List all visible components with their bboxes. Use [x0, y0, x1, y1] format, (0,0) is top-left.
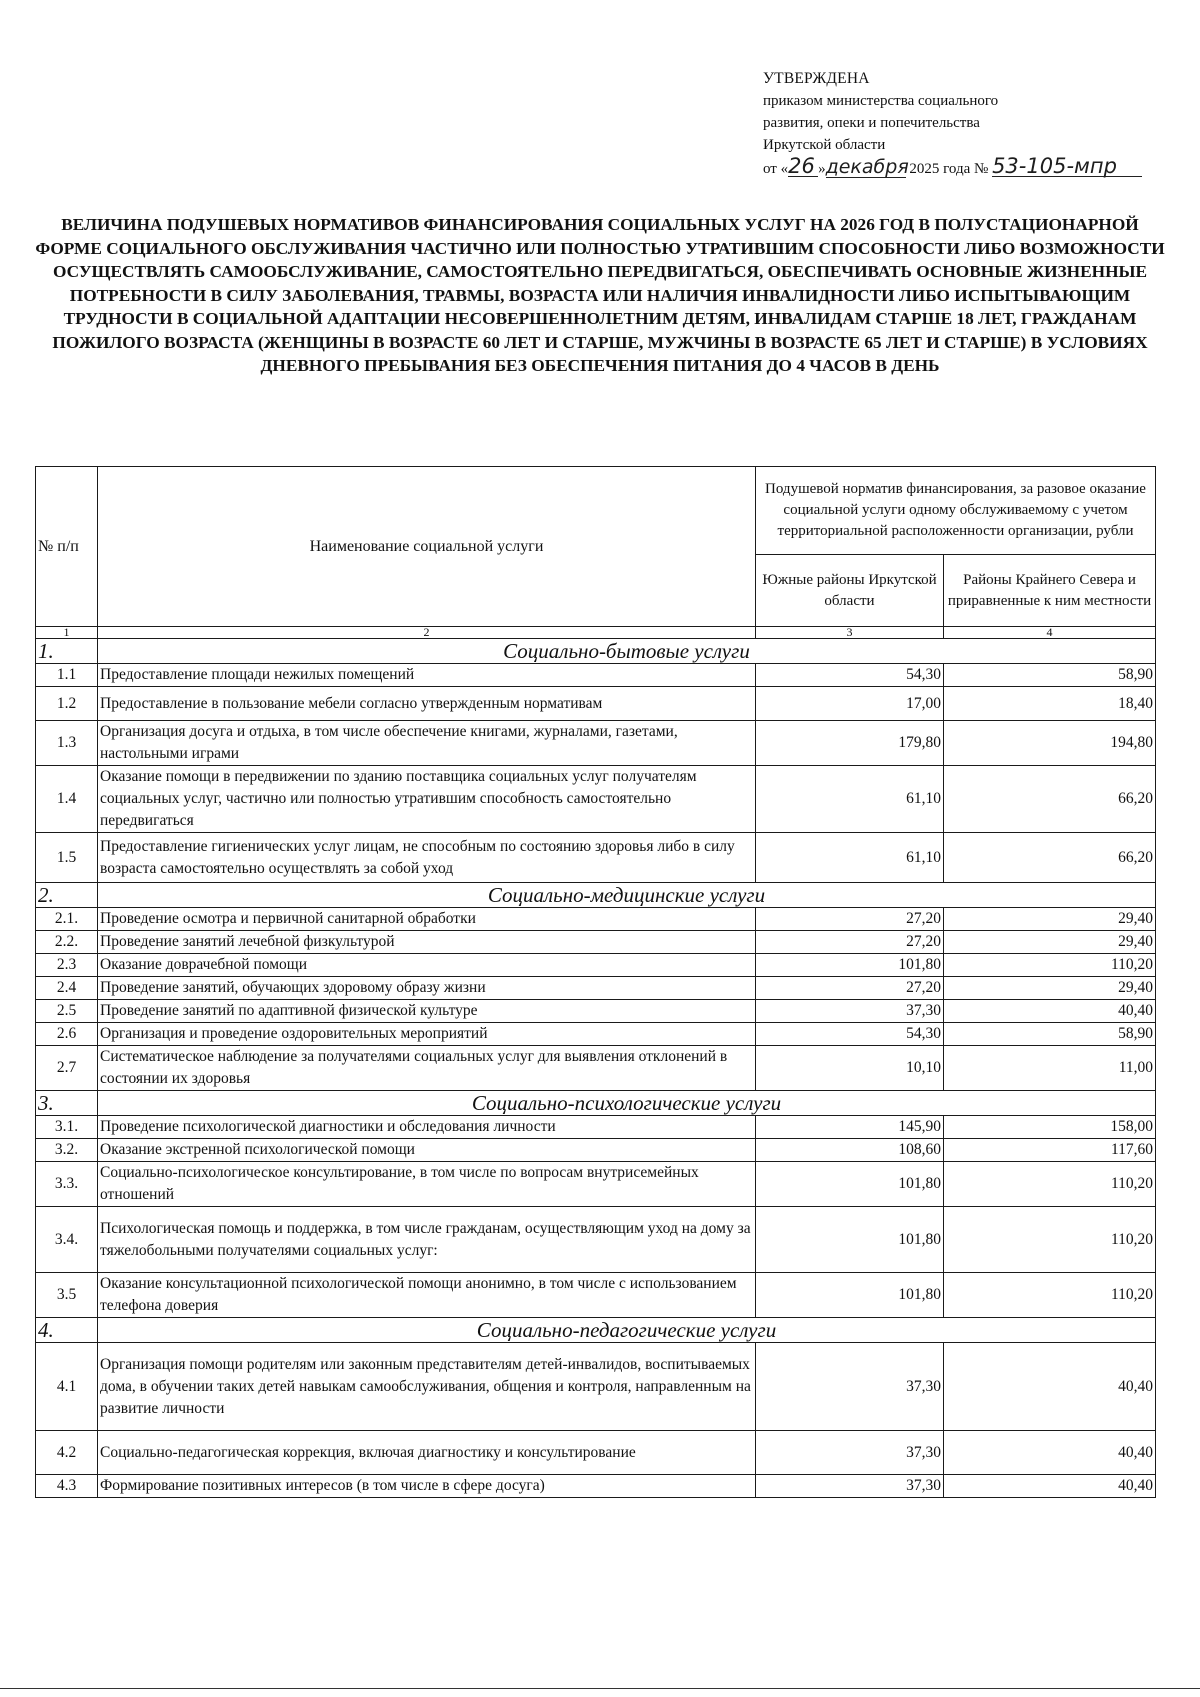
row-number: 1.1	[36, 664, 98, 687]
bottom-rule	[0, 1688, 1200, 1689]
south-value: 61,10	[756, 766, 944, 833]
row-number: 2.1.	[36, 908, 98, 931]
north-value: 66,20	[944, 766, 1156, 833]
section-number: 3.	[36, 1091, 98, 1116]
section-title: Социально-психологические услуги	[98, 1091, 1156, 1116]
section-row	[36, 1318, 1156, 1343]
section-row	[36, 883, 1156, 908]
date-day-handwritten: 26	[788, 156, 818, 177]
service-name: Оказание помощи в передвижении по зданию поставщика социальных услуг получателям социальных услуг, частично или полностью утратившим способность самостоятельно передвигаться	[98, 766, 756, 833]
service-name: Оказание доврачебной помощи	[98, 954, 756, 977]
table-row	[36, 931, 1156, 954]
north-value: 29,40	[944, 977, 1156, 1000]
section-title: Социально-бытовые услуги	[98, 639, 1156, 664]
row-number: 2.3	[36, 954, 98, 977]
north-value: 40,40	[944, 1475, 1156, 1498]
approval-line-2: развития, опеки и попечительства	[763, 115, 980, 131]
service-name: Психологическая помощь и поддержка, в том числе гражданам, осуществляющим уход на дому за тяжелобольными получателями социальных услуг:	[98, 1207, 756, 1273]
header-norm: Подушевой норматив финансирования, за разовое оказание социальной услуги одному обслуживаемому с учетом территориальной расположенности организации, рубли	[756, 467, 1156, 555]
service-name: Предоставление площади нежилых помещений	[98, 664, 756, 687]
service-name: Предоставление гигиенических услуг лицам, не способным по состоянию здоровья либо в силу возраста самостоятельно осуществлять за собой уход	[98, 833, 756, 883]
south-value: 17,00	[756, 687, 944, 721]
table-row	[36, 1162, 1156, 1207]
table-row	[36, 1116, 1156, 1139]
service-name: Социально-педагогическая коррекция, включая диагностику и консультирование	[98, 1431, 756, 1475]
north-value: 58,90	[944, 1023, 1156, 1046]
service-name: Проведение психологической диагностики и обследования личности	[98, 1116, 756, 1139]
row-number: 3.3.	[36, 1162, 98, 1207]
document-title: ВЕЛИЧИНА ПОДУШЕВЫХ НОРМАТИВОВ ФИНАНСИРОВАНИЯ СОЦИАЛЬНЫХ УСЛУГ НА 2026 ГОД В ПОЛУСТАЦИОНАРНОЙ ФОРМЕ СОЦИАЛЬНОГО ОБСЛУЖИВАНИЯ ЧАСТИЧНО ИЛИ ПОЛНОСТЬЮ УТРАТИВШИМ СПОСОБНОСТИ ЛИБО ВОЗМОЖНОСТИ ОСУЩЕСТВЛЯТЬ САМООБСЛУЖИВАНИЕ, САМОСТОЯТЕЛЬНО ПЕРЕДВИГАТЬСЯ, ОБЕСПЕЧИВАТЬ ОСНОВНЫЕ ЖИЗНЕННЫЕ ПОТРЕБНОСТИ В СИЛУ ЗАБОЛЕВАНИЯ, ТРАВМЫ, ВОЗРАСТА ИЛИ НАЛИЧИЯ ИНВАЛИДНОСТИ ЛИБО ИСПЫТЫВАЮЩИМ ТРУДНОСТИ В СОЦИАЛЬНОЙ АДАПТАЦИИ НЕСОВЕРШЕННОЛЕТНИМ ДЕТЯМ, ИНВАЛИДАМ СТАРШЕ 18 ЛЕТ, ГРАЖДАНАМ ПОЖИЛОГО ВОЗРАСТА (ЖЕНЩИНЫ В ВОЗРАСТЕ 60 ЛЕТ И СТАРШЕ, МУЖЧИНЫ В ВОЗРАСТЕ 65 ЛЕТ И СТАРШЕ) В УСЛОВИЯХ ДНЕВНОГО ПРЕБЫВАНИЯ БЕЗ ОБЕСПЕЧЕНИЯ ПИТАНИЯ ДО 4 ЧАСОВ В ДЕНЬ	[35, 215, 1165, 375]
section-title: Социально-педагогические услуги	[98, 1318, 1156, 1343]
table-row	[36, 1046, 1156, 1091]
north-value: 18,40	[944, 687, 1156, 721]
north-value: 158,00	[944, 1116, 1156, 1139]
order-number-handwritten: 53-105-мпр	[992, 156, 1142, 177]
header-num: № п/п	[36, 467, 98, 627]
section-number: 4.	[36, 1318, 98, 1343]
service-name: Социально-психологическое консультирование, в том числе по вопросам внутрисемейных отношений	[98, 1162, 756, 1207]
section-number: 2.	[36, 883, 98, 908]
south-value: 37,30	[756, 1343, 944, 1431]
service-name: Организация и проведение оздоровительных мероприятий	[98, 1023, 756, 1046]
south-value: 61,10	[756, 833, 944, 883]
row-number: 3.5	[36, 1273, 98, 1318]
header-service-name: Наименование социальной услуги	[98, 467, 756, 627]
date-mid: »	[818, 161, 826, 177]
table-row	[36, 721, 1156, 766]
approval-date-line	[763, 156, 1183, 180]
column-index: 4	[944, 627, 1156, 639]
row-number: 4.2	[36, 1431, 98, 1475]
south-value: 179,80	[756, 721, 944, 766]
row-number: 4.3	[36, 1475, 98, 1498]
row-number: 2.4	[36, 977, 98, 1000]
table-row	[36, 1139, 1156, 1162]
south-value: 37,30	[756, 1431, 944, 1475]
table-row	[36, 1431, 1156, 1475]
north-value: 58,90	[944, 664, 1156, 687]
north-value: 110,20	[944, 1162, 1156, 1207]
approval-line-3: Иркутской области	[763, 137, 886, 153]
row-number: 3.1.	[36, 1116, 98, 1139]
north-value: 40,40	[944, 1000, 1156, 1023]
header-south-regions: Южные районы Иркутской области	[756, 555, 944, 627]
column-index: 3	[756, 627, 944, 639]
table-row	[36, 1343, 1156, 1431]
service-name: Организация помощи родителям или законным представителям детей-инвалидов, воспитываемых дома, в обучении таких детей навыкам самообслуживания, общения и контроля, направленным на развитие личности	[98, 1343, 756, 1431]
south-value: 101,80	[756, 1162, 944, 1207]
south-value: 54,30	[756, 1023, 944, 1046]
north-value: 66,20	[944, 833, 1156, 883]
service-name: Проведение занятий, обучающих здоровому образу жизни	[98, 977, 756, 1000]
south-value: 37,30	[756, 1475, 944, 1498]
table-row	[36, 908, 1156, 931]
section-title: Социально-медицинские услуги	[98, 883, 1156, 908]
north-value: 117,60	[944, 1139, 1156, 1162]
approval-stamp	[763, 68, 1183, 180]
row-number: 3.4.	[36, 1207, 98, 1273]
south-value: 101,80	[756, 954, 944, 977]
service-name: Оказание экстренной психологической помощи	[98, 1139, 756, 1162]
approval-line-1: приказом министерства социального	[763, 93, 999, 109]
table-row	[36, 1273, 1156, 1318]
service-name: Оказание консультационной психологической помощи анонимно, в том числе с использованием телефона доверия	[98, 1273, 756, 1318]
section-row	[36, 639, 1156, 664]
table-body	[36, 639, 1156, 1498]
south-value: 27,20	[756, 908, 944, 931]
north-value: 11,00	[944, 1046, 1156, 1091]
north-value: 40,40	[944, 1431, 1156, 1475]
table-row	[36, 766, 1156, 833]
north-value: 194,80	[944, 721, 1156, 766]
service-name: Проведение занятий лечебной физкультурой	[98, 931, 756, 954]
service-name: Проведение осмотра и первичной санитарной обработки	[98, 908, 756, 931]
norms-table	[35, 466, 1156, 1498]
service-name: Предоставление в пользование мебели согласно утвержденным нормативам	[98, 687, 756, 721]
column-index: 2	[98, 627, 756, 639]
service-name: Формирование позитивных интересов (в том числе в сфере досуга)	[98, 1475, 756, 1498]
table-row	[36, 664, 1156, 687]
south-value: 54,30	[756, 664, 944, 687]
row-number: 1.3	[36, 721, 98, 766]
table-row	[36, 954, 1156, 977]
approval-heading: УТВЕРЖДЕНА	[763, 70, 870, 87]
service-name: Систематическое наблюдение за получателями социальных услуг для выявления отклонений в состоянии их здоровья	[98, 1046, 756, 1091]
column-index: 1	[36, 627, 98, 639]
header-north-regions: Районы Крайнего Севера и приравненные к ним местности	[944, 555, 1156, 627]
south-value: 27,20	[756, 931, 944, 954]
table-row	[36, 1000, 1156, 1023]
row-number: 1.5	[36, 833, 98, 883]
column-index-row	[36, 627, 1156, 639]
north-value: 110,20	[944, 1273, 1156, 1318]
table-row	[36, 1207, 1156, 1273]
north-value: 110,20	[944, 1207, 1156, 1273]
table-row	[36, 687, 1156, 721]
row-number: 2.2.	[36, 931, 98, 954]
table-row	[36, 1475, 1156, 1498]
north-value: 29,40	[944, 931, 1156, 954]
date-month-handwritten: декабря	[825, 156, 909, 178]
service-name: Организация досуга и отдыха, в том числе обеспечение книгами, журналами, газетами, настольными играми	[98, 721, 756, 766]
row-number: 2.5	[36, 1000, 98, 1023]
south-value: 145,90	[756, 1116, 944, 1139]
date-year: 2025 года №	[909, 161, 989, 177]
date-prefix: от «	[763, 161, 789, 177]
row-number: 3.2.	[36, 1139, 98, 1162]
south-value: 101,80	[756, 1207, 944, 1273]
north-value: 29,40	[944, 908, 1156, 931]
south-value: 37,30	[756, 1000, 944, 1023]
row-number: 4.1	[36, 1343, 98, 1431]
section-row	[36, 1091, 1156, 1116]
north-value: 40,40	[944, 1343, 1156, 1431]
north-value: 110,20	[944, 954, 1156, 977]
row-number: 1.2	[36, 687, 98, 721]
service-name: Проведение занятий по адаптивной физической культуре	[98, 1000, 756, 1023]
section-number: 1.	[36, 639, 98, 664]
south-value: 10,10	[756, 1046, 944, 1091]
south-value: 27,20	[756, 977, 944, 1000]
row-number: 1.4	[36, 766, 98, 833]
south-value: 108,60	[756, 1139, 944, 1162]
table-row	[36, 1023, 1156, 1046]
row-number: 2.7	[36, 1046, 98, 1091]
south-value: 101,80	[756, 1273, 944, 1318]
table-row	[36, 833, 1156, 883]
row-number: 2.6	[36, 1023, 98, 1046]
table-row	[36, 977, 1156, 1000]
